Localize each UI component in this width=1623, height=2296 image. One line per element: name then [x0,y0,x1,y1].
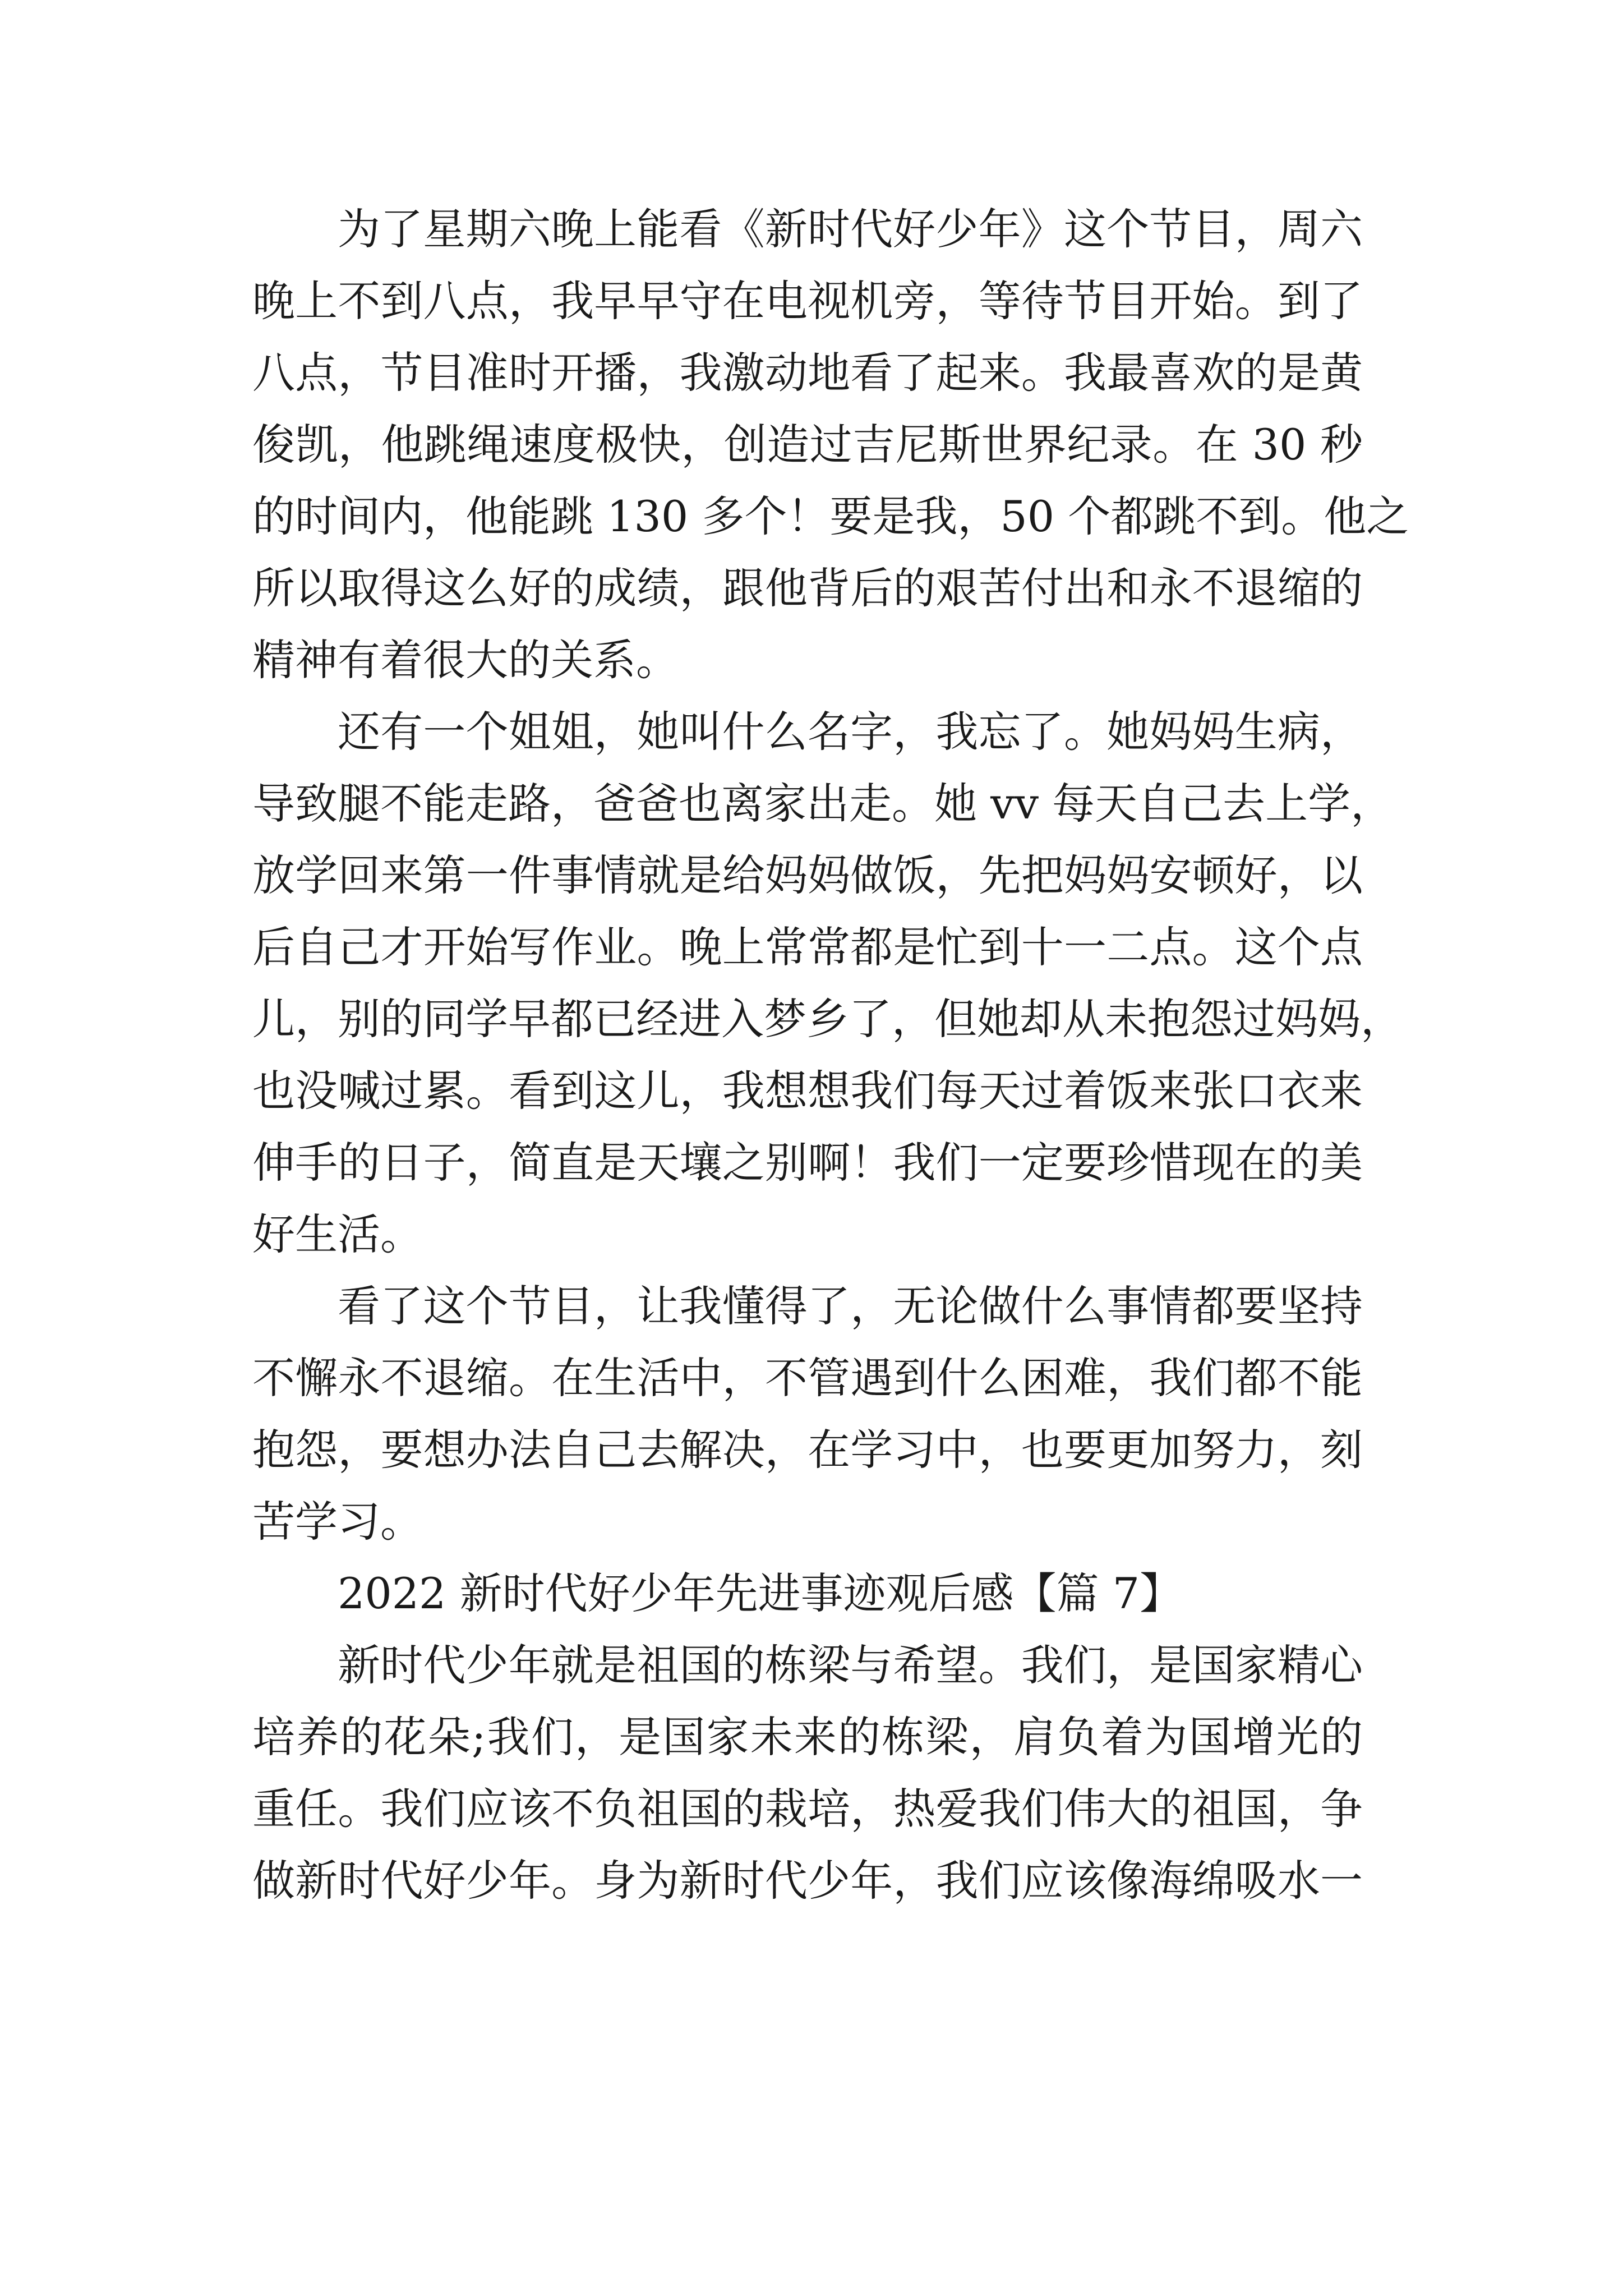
paragraph-3 [252,1271,1363,1558]
text-line: 八点，节目准时开播，我激动地看了起来。我最喜欢的是黄 [252,348,1363,398]
text-line: 放学回来第一件事情就是给妈妈做饭，先把妈妈安顿好，以 [252,850,1363,900]
paragraph-1 [252,194,1409,696]
text-line: 精神有着很大的关系。 [252,635,679,685]
text-line: 晚上不到八点，我早早守在电视机旁，等待节目开始。到了 [252,276,1363,326]
text-line: 培养的花朵;我们，是国家未来的栋梁，肩负着为国增光的 [252,1712,1363,1762]
paragraph-4 [252,1630,1363,1917]
text-line: 重任。我们应该不负祖国的栽培，热爱我们伟大的祖国，争 [252,1784,1363,1834]
document-body [252,194,1409,1917]
text-line: 儿，别的同学早都已经进入梦乡了，但她却从未抱怨过妈妈， [252,994,1403,1044]
text-line: 好生活。 [252,1209,423,1259]
text-line: 也没喊过累。看到这儿，我想想我们每天过着饭来张口衣来 [252,1066,1363,1116]
text-line: 导致腿不能走路，爸爸也离家出走。她 vv 每天自己去上学， [252,779,1394,829]
heading-line: 2022 新时代好少年先进事迹观后感【篇 7】 [338,1568,1183,1618]
text-line: 俊凯，他跳绳速度极快，创造过吉尼斯世界纪录。在 30 秒 [252,420,1363,470]
text-line: 不懈永不退缩。在生活中，不管遇到什么困难，我们都不能 [252,1353,1363,1403]
text-line: 还有一个姐姐，她叫什么名字，我忘了。她妈妈生病， [338,707,1363,757]
text-line: 为了星期六晚上能看《新时代好少年》这个节目，周六 [338,204,1363,254]
text-line: 抱怨，要想办法自己去解决，在学习中，也要更加努力，刻 [252,1425,1363,1475]
text-line: 的时间内，他能跳 130 多个！要是我，50 个都跳不到。他之 [252,491,1409,541]
paragraph-2 [252,696,1403,1271]
text-line: 苦学习。 [252,1497,423,1547]
text-line: 新时代少年就是祖国的栋梁与希望。我们，是国家精心 [338,1640,1363,1690]
text-line: 看了这个节目，让我懂得了，无论做什么事情都要坚持 [338,1281,1363,1331]
text-line: 后自己才开始写作业。晚上常常都是忙到十一二点。这个点 [252,922,1363,972]
text-line: 伸手的日子，简直是天壤之别啊！我们一定要珍惜现在的美 [252,1138,1363,1188]
text-line: 所以取得这么好的成绩，跟他背后的艰苦付出和永不退缩的 [252,563,1363,613]
text-line: 做新时代好少年。身为新时代少年，我们应该像海绵吸水一 [252,1856,1363,1906]
section-heading [252,1558,1363,1630]
